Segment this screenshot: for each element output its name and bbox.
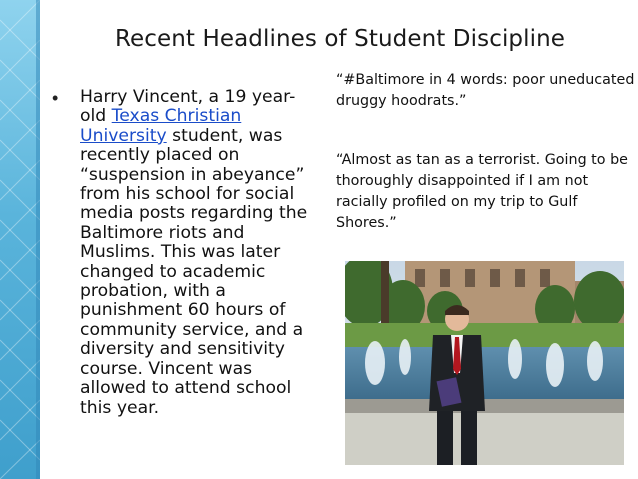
decorative-side-band (0, 0, 40, 479)
bullet-text-start: Harry Vincent, a 19 year-old (80, 87, 296, 127)
bullet-text-rest: student, was recently placed on “suspension in abeyance” from his school for social media posts regarding the Baltimore riots and Muslims. This was later changed to academic probation, with a punishment 60 hours of community service, and a diversity and sensitivity course. Vincent was allowed to attend school this year. (80, 125, 308, 418)
tcu-link[interactable]: Texas Christian University (80, 106, 242, 146)
student-photo (345, 261, 624, 465)
band-pattern-icon (0, 0, 40, 479)
bullet-text (80, 88, 320, 418)
student-photo-icon (345, 261, 624, 465)
bullet-item (52, 88, 320, 418)
slide-title: Recent Headlines of Student Discipline (114, 26, 566, 52)
bullet-dot-icon: • (52, 88, 59, 108)
quote-baltimore: “#Baltimore in 4 words: poor uneducated druggy hoodrats.” (336, 72, 635, 109)
quote-terrorist: “Almost as tan as a terrorist. Going to be thoroughly disappointed if I am not racially profiled on my trip to Gulf Shores.” (336, 152, 628, 231)
